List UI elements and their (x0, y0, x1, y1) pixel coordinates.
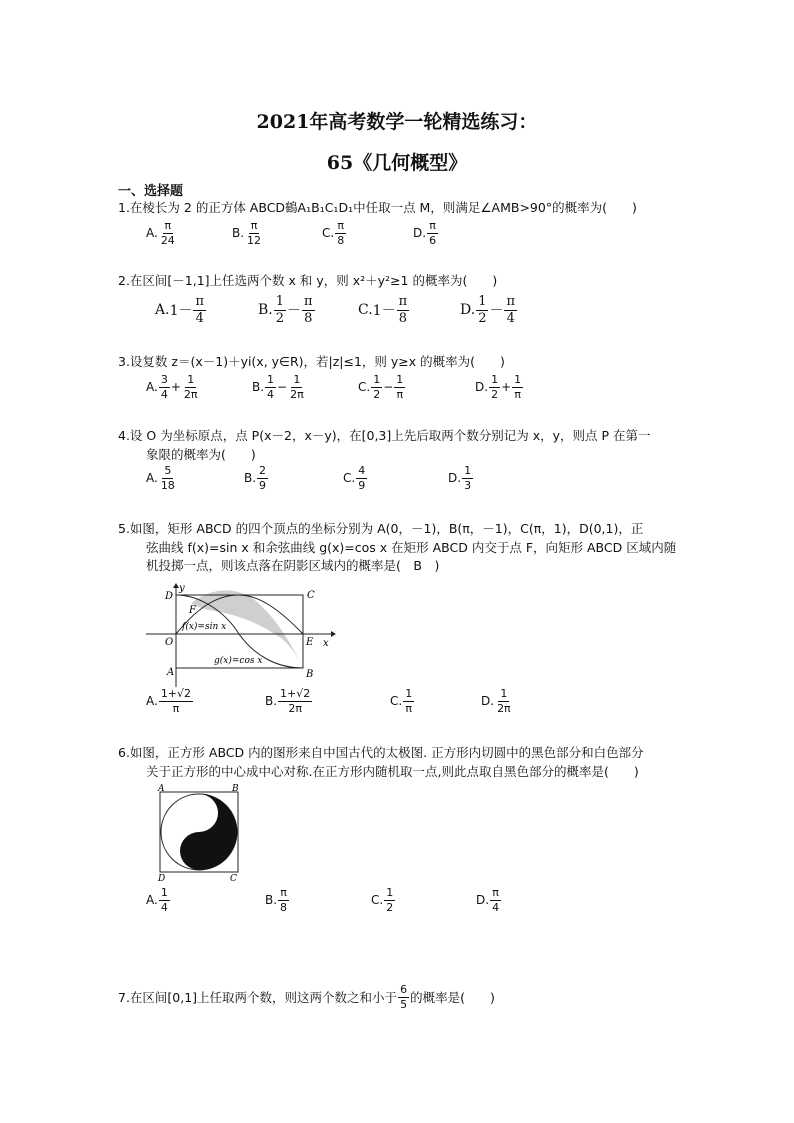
q4-option-b: B. $\frac{2}{9}$ (244, 464, 267, 492)
q1-option-a: A. $\frac{\pi}{24}$ (146, 219, 175, 247)
q6-option-b: B. $\frac{\pi}{8}$ (265, 886, 288, 914)
fig-label-B: B (306, 669, 314, 680)
q3-option-b: B. $\frac{1}{4}$ − $\frac{1}{2\pi}$ (252, 373, 304, 401)
fig-label-g: g(x)=cos x (214, 656, 263, 666)
q5-option-c: C. $\frac{1}{\pi}$ (390, 687, 413, 715)
title-line-1: 2021年高考数学一轮精选练习： (256, 111, 538, 133)
fig-label-y: y (179, 583, 185, 594)
question-6-line-2: 关于正方形的中心成中心对称.在正方形内随机取一点,则此点取自黑色部分的概率是( ) (146, 764, 639, 779)
q5-option-a: A. $\frac{1+√2}{\pi}$ (146, 687, 192, 715)
q5-option-b: B. $\frac{1+√2}{2\pi}$ (265, 687, 311, 715)
q6-option-d: D. $\frac{\pi}{4}$ (476, 886, 500, 914)
q2-option-d: D. $\frac{1}{2}$ － $\frac{\pi}{4}$ (460, 294, 516, 326)
question-4-line-2: 象限的概率为( ) (146, 447, 256, 462)
question-3: 3.设复数 z＝(x－1)＋yi(x, y∈R)，若|z|≤1，则 y≥x 的概率为( ) (118, 354, 505, 369)
fig-label-F: F (189, 605, 196, 616)
q1-option-c: C. $\frac{\pi}{8}$ (322, 219, 345, 247)
q4-option-c: C. $\frac{4}{9}$ (343, 464, 366, 492)
question-6-line-1: 6.如图，正方形 ABCD 内的图形来自中国古代的太极图. 正方形内切圆中的黑色部分和白色部分 (118, 745, 644, 760)
question-5-line-2: 弦曲线 f(x)=sin x 和余弦曲线 g(x)=cos x 在矩形 ABCD 内交于点 F，向矩形 ABCD 区域内随 (146, 540, 677, 555)
q3-option-a: A. $\frac{3}{4}$ + $\frac{1}{2\pi}$ (146, 373, 198, 401)
q6-figure-taiji (150, 783, 250, 883)
q3-option-c: C. $\frac{1}{2}$ − $\frac{1}{\pi}$ (358, 373, 404, 401)
fig-label-D: D (165, 591, 174, 602)
taiji-label-C: C (230, 874, 237, 883)
title-line-2: 65《几何概型》 (326, 152, 468, 174)
q6-option-c: C. $\frac{1}{2}$ (371, 886, 394, 914)
fig-label-E: E (306, 637, 314, 648)
q4-option-d: D. $\frac{1}{3}$ (448, 464, 472, 492)
q1-option-b: B. $\frac{\pi}{12}$ (232, 219, 262, 247)
question-5-line-3: 机投掷一点，则该点落在阴影区域内的概率是( B ) (146, 558, 440, 573)
q5-option-d: D. $\frac{1}{2\pi}$ (481, 687, 511, 715)
q1-option-d: D. $\frac{\pi}{6}$ (413, 219, 437, 247)
question-2: 2.在区间[－1,1]上任选两个数 x 和 y，则 x²＋y²≥1 的概率为( ) (118, 273, 498, 288)
fig-label-A: A (167, 667, 175, 678)
question-1: 1.在棱长为 2 的正方体 ABCD鶴A₁B₁C₁D₁中任取一点 M，则满足∠AMB>90°的概率为( ) (118, 200, 637, 215)
taiji-label-B: B (232, 784, 239, 794)
q3-option-d: D. $\frac{1}{2}$ + $\frac{1}{\pi}$ (475, 373, 522, 401)
question-5-line-1: 5.如图，矩形 ABCD 的四个顶点的坐标分别为 A(0，－1)，B(π，－1)，C(π，1)，D(0,1)，正 (118, 521, 644, 536)
q5-figure-sin-cos (146, 583, 336, 687)
q2-option-a: A. 1－ $\frac{\pi}{4}$ (155, 294, 205, 326)
section-heading: 一、选择题 (118, 184, 184, 199)
fig-label-f: f(x)=sin x (182, 622, 227, 632)
q4-option-a: A. $\frac{5}{18}$ (146, 464, 175, 492)
taiji-label-D: D (158, 874, 166, 883)
question-4-line-1: 4.设 O 为坐标原点，点 P(x－2，x－y)，在[0,3]上先后取两个数分别记为 x，y，则点 P 在第一 (118, 428, 651, 443)
q6-option-a: A. $\frac{1}{4}$ (146, 886, 168, 914)
question-7: 7.在区间[0,1]上任取两个数，则这两个数之和小于 $\frac{6}{5}$ 的概率是( ) (118, 983, 495, 1011)
fig-label-x: x (323, 638, 329, 649)
fig-label-O: O (165, 637, 174, 648)
q2-option-b: B. $\frac{1}{2}$ － $\frac{\pi}{8}$ (258, 294, 313, 326)
taiji-label-A: A (158, 784, 165, 794)
fig-label-C: C (307, 590, 315, 601)
q2-option-c: C. 1－ $\frac{\pi}{8}$ (358, 294, 408, 326)
